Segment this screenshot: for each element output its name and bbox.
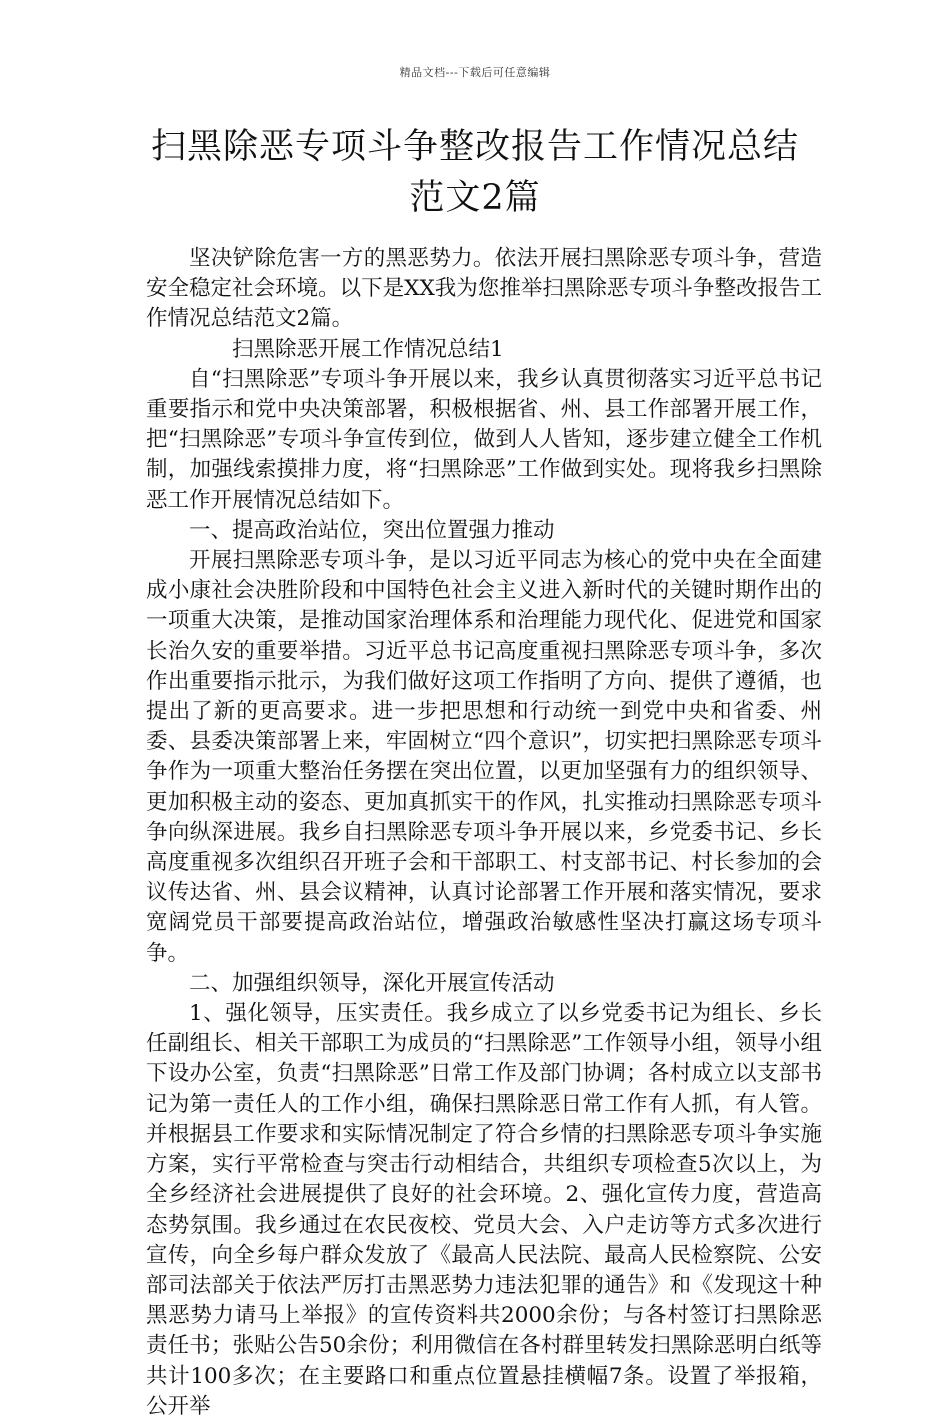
- document-body: [146, 244, 822, 1422]
- body-paragraph-3: 1、强化领导，压实责任。我乡成立了以乡党委书记为组长、乡长任副组长、相关干部职工为成员的“扫黑除恶”工作领导小组，领导小组下设办公室，负责“扫黑除恶”日常工作及部门协调；各村成立以支部书记为第一责任人的工作小组，确保扫黑除恶日常工作有人抓，有人管。并根据县工作要求和实际情况制定了符合乡情的扫黑除恶专项斗争实施方案，实行平常检查与突击行动相结合，共组织专项检查5次以上，为全乡经济社会进展提供了良好的社会环境。2、强化宣传力度，营造高态势氛围。我乡通过在农民夜校、党员大会、入户走访等方式多次进行宣传，向全乡每户群众发放了《最高人民法院、最高人民检察院、公安部司法部关于依法严厉打击黑恶势力违法犯罪的通告》和《发现这十种黑恶势力请马上举报》的宣传资料共2000余份；与各村签订扫黑除恶责任书；张贴公告50余份；利用微信在各村群里转发扫黑除恶明白纸等共计100多次；在主要路口和重点位置悬挂横幅7条。设置了举报箱，公开举: [146, 1001, 822, 1419]
- intro-paragraph: 坚决铲除危害一方的黑恶势力。依法开展扫黑除恶专项斗争，营造安全稳定社会环境。以下是XX我为您推举扫黑除恶专项斗争整改报告工作情况总结范文2篇。: [146, 246, 822, 332]
- body-paragraph-2: 开展扫黑除恶专项斗争，是以习近平同志为核心的党中央在全面建成小康社会决胜阶段和中国特色社会主义进入新时代的关键时期作出的一项重大决策，是推动国家治理体系和治理能力现代化、促进党和国家长治久安的重要举措。习近平总书记高度重视扫黑除恶专项斗争，多次作出重要指示批示，为我们做好这项工作指明了方向、提供了遵循，也提出了新的更高要求。进一步把思想和行动统一到党中央和省委、州委、县委决策部署上来，牢固树立“四个意识”，切实把扫黑除恶专项斗争作为一项重大整治任务摆在突出位置，以更加坚强有力的组织领导、更加积极主动的姿态、更加真抓实干的作风，扎实推动扫黑除恶专项斗争向纵深进展。我乡自扫黑除恶专项斗争开展以来，乡党委书记、乡长高度重视多次组织召开班子会和干部职工、村支部书记、村长参加的会议传达省、州、县会议精神，认真讨论部署工作开展和落实情况，要求宽阔党员干部要提高政治站位，增强政治敏感性坚决打赢这场专项斗争。: [146, 548, 822, 966]
- heading-1: 一、提高政治站位，突出位置强力推动: [189, 517, 555, 543]
- heading-2: 二、加强组织领导，深化开展宣传活动: [189, 970, 555, 996]
- body-paragraph-1: 自“扫黑除恶”专项斗争开展以来，我乡认真贯彻落实习近平总书记重要指示和党中央决策部署，积极根据省、州、县工作部署开展工作，把“扫黑除恶”专项斗争宣传到位，做到人人皆知，逐步建立健全工作机制，加强线索摸排力度，将“扫黑除恶”工作做到实处。现将我乡扫黑除恶工作开展情况总结如下。: [146, 366, 822, 513]
- document-title: [120, 122, 830, 224]
- title-line-1: 扫黑除恶专项斗争整改报告工作情况总结: [150, 127, 799, 167]
- header-note: 精品文档---下载后可任意编辑: [399, 66, 551, 79]
- section-title: 扫黑除恶开展工作情况总结1: [232, 336, 504, 362]
- title-line-2: 范文2篇: [409, 178, 541, 218]
